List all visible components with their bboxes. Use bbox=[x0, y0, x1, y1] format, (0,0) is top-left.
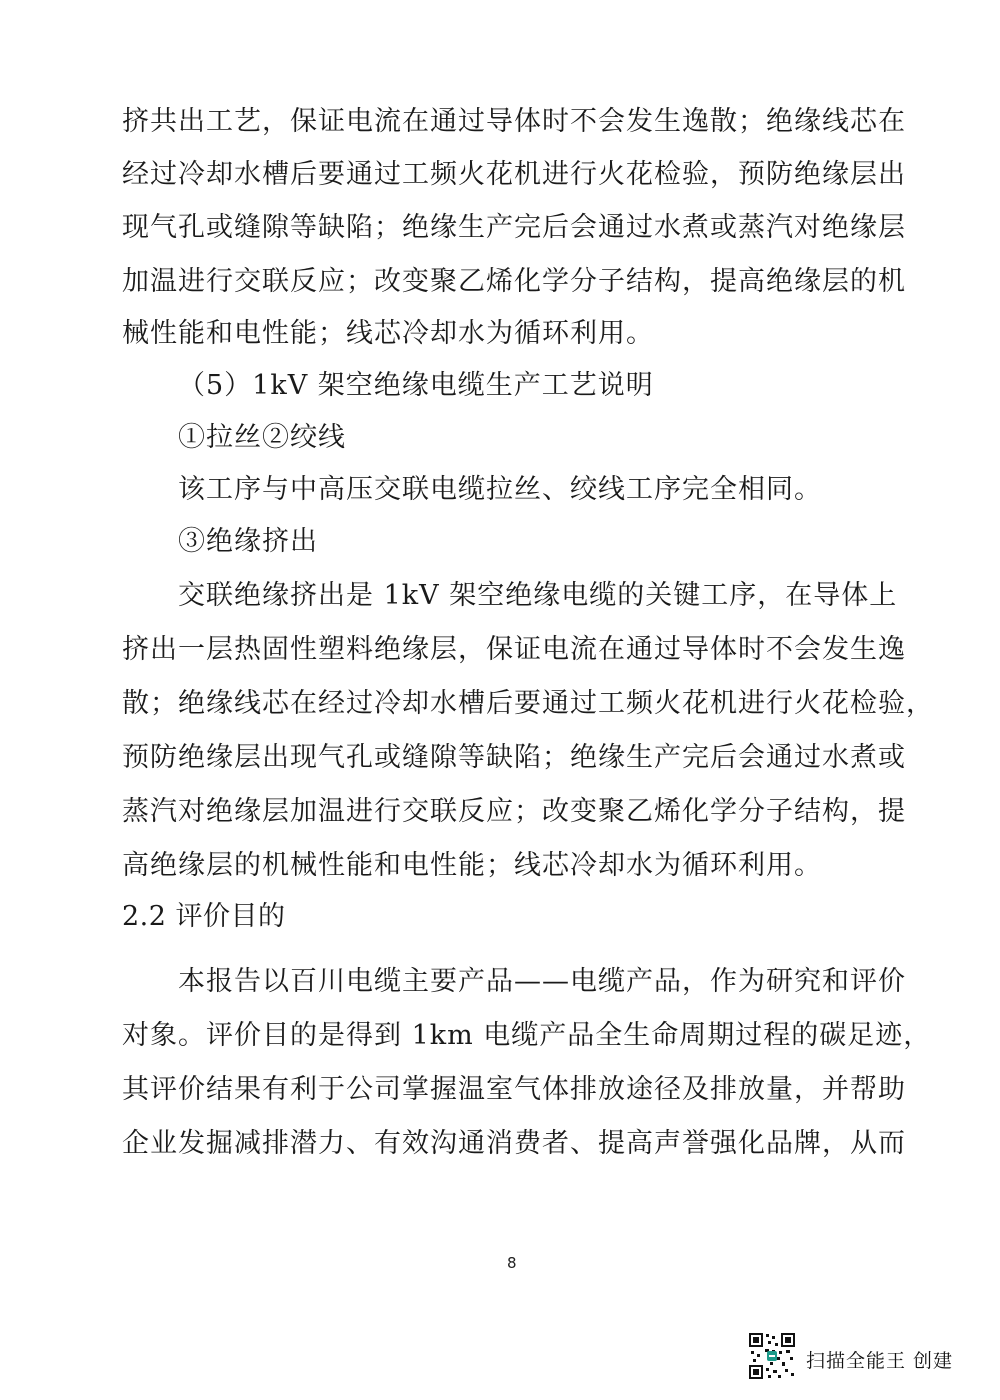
step-heading: ③绝缘挤出 bbox=[178, 526, 318, 557]
paragraph-line: 散；绝缘线芯在经过冷却水槽后要通过工频火花机进行火花检验， bbox=[122, 688, 934, 719]
paragraph-line: 加温进行交联反应；改变聚乙烯化学分子结构，提高绝缘层的机 bbox=[122, 266, 906, 297]
paragraph-line: 现气孔或缝隙等缺陷；绝缘生产完后会通过水煮或蒸汽对绝缘层 bbox=[122, 212, 906, 243]
page-number: 8 bbox=[507, 1254, 517, 1272]
paragraph-line: 其评价结果有利于公司掌握温室气体排放途径及排放量，并帮助 bbox=[122, 1074, 906, 1105]
paragraph-line: 企业发掘减排潜力、有效沟通消费者、提高声誉强化品牌，从而 bbox=[122, 1128, 906, 1159]
paragraph-line: 挤出一层热固性塑料绝缘层，保证电流在通过导体时不会发生逸 bbox=[122, 634, 906, 665]
section-subheading: （5）1kV 架空绝缘电缆生产工艺说明 bbox=[178, 370, 654, 401]
paragraph-line: 该工序与中高压交联电缆拉丝、绞线工序完全相同。 bbox=[178, 474, 822, 505]
section-heading: 2.2 评价目的 bbox=[122, 901, 286, 932]
paragraph-line: 蒸汽对绝缘层加温进行交联反应；改变聚乙烯化学分子结构，提 bbox=[122, 796, 906, 827]
paragraph-line: 本报告以百川电缆主要产品——电缆产品，作为研究和评价 bbox=[178, 966, 906, 997]
paragraph-line: 高绝缘层的机械性能和电性能；线芯冷却水为循环利用。 bbox=[122, 850, 822, 881]
paragraph-line: 交联绝缘挤出是 1kV 架空绝缘电缆的关键工序，在导体上 bbox=[178, 580, 898, 611]
qr-code-icon bbox=[748, 1332, 796, 1380]
paragraph-line: 预防绝缘层出现气孔或缝隙等缺陷；绝缘生产完后会通过水煮或 bbox=[122, 742, 906, 773]
scanner-credit-text: 扫描全能王 创建 bbox=[806, 1350, 954, 1372]
paragraph-line: 械性能和电性能；线芯冷却水为循环利用。 bbox=[122, 318, 654, 349]
paragraph-line: 挤共出工艺，保证电流在通过导体时不会发生逸散；绝缘线芯在 bbox=[122, 106, 906, 137]
step-heading: ①拉丝②绞线 bbox=[178, 422, 346, 453]
scanner-watermark bbox=[748, 1332, 988, 1392]
paragraph-line: 经过冷却水槽后要通过工频火花机进行火花检验，预防绝缘层出 bbox=[122, 159, 906, 190]
paragraph-line: 对象。评价目的是得到 1km 电缆产品全生命周期过程的碳足迹， bbox=[122, 1020, 932, 1051]
